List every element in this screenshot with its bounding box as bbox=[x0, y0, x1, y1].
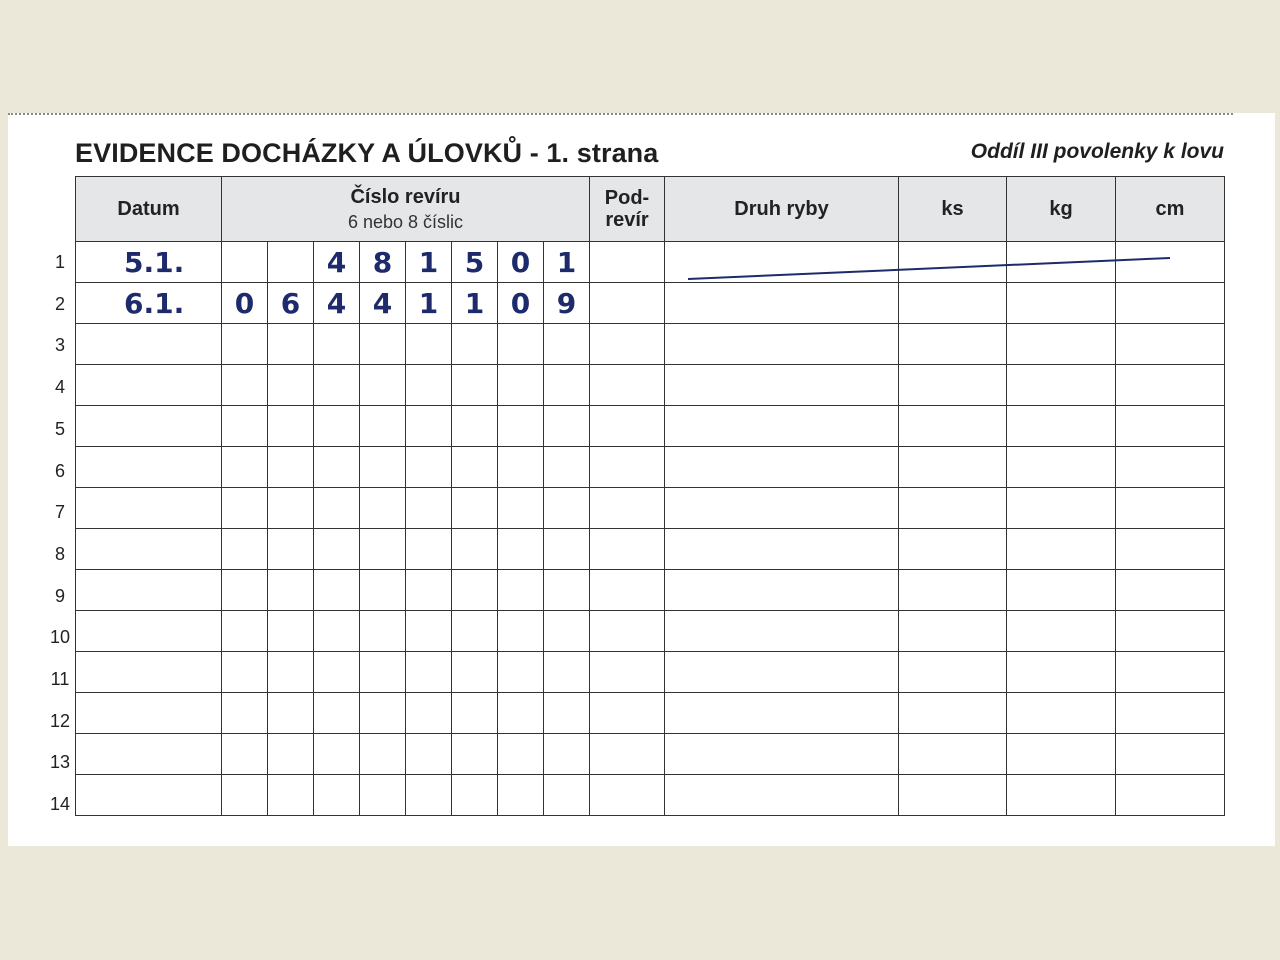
revir-digit-cell[interactable] bbox=[314, 447, 360, 488]
cm-cell[interactable] bbox=[1116, 488, 1225, 529]
revir-digit-cell[interactable] bbox=[544, 652, 590, 693]
table-row bbox=[76, 529, 1225, 570]
revir-digit-cell[interactable]: 0 bbox=[222, 283, 268, 324]
revir-digit-cell[interactable] bbox=[222, 488, 268, 529]
revir-digit-cell[interactable]: 5 bbox=[452, 242, 498, 283]
kg-cell[interactable] bbox=[1007, 570, 1116, 611]
revir-digit-cell[interactable] bbox=[360, 775, 406, 816]
revir-digit-cell[interactable] bbox=[222, 529, 268, 570]
header-druh-ryby: Druh ryby bbox=[665, 177, 899, 242]
header-podrevir-line1: Pod- bbox=[604, 187, 650, 209]
kg-cell[interactable] bbox=[1007, 242, 1116, 283]
revir-digit-cell[interactable] bbox=[498, 611, 544, 652]
table-row bbox=[76, 652, 1225, 693]
revir-digit-cell[interactable]: 4 bbox=[314, 242, 360, 283]
revir-digit-cell[interactable] bbox=[498, 447, 544, 488]
druh-ryby-cell[interactable] bbox=[665, 242, 899, 283]
revir-digit-cell[interactable] bbox=[314, 611, 360, 652]
date-cell[interactable]: 6.1. bbox=[76, 283, 222, 324]
podrevir-cell[interactable] bbox=[590, 283, 665, 324]
date-cell[interactable] bbox=[76, 570, 222, 611]
revir-digit-cell[interactable] bbox=[452, 775, 498, 816]
ks-cell[interactable] bbox=[899, 324, 1007, 365]
revir-digit-cell[interactable] bbox=[406, 570, 452, 611]
druh-ryby-cell[interactable] bbox=[665, 324, 899, 365]
revir-digit-cell[interactable] bbox=[498, 406, 544, 447]
row-number: 14 bbox=[49, 794, 71, 815]
kg-cell[interactable] bbox=[1007, 611, 1116, 652]
revir-digit-cell[interactable] bbox=[360, 529, 406, 570]
revir-digit-cell[interactable] bbox=[268, 529, 314, 570]
revir-digit-cell[interactable] bbox=[222, 447, 268, 488]
revir-digit-cell[interactable] bbox=[314, 324, 360, 365]
revir-digit-cell[interactable] bbox=[314, 365, 360, 406]
revir-digit-cell[interactable] bbox=[314, 693, 360, 734]
revir-digit-cell[interactable] bbox=[222, 324, 268, 365]
table-row bbox=[76, 324, 1225, 365]
revir-digit-cell[interactable] bbox=[360, 734, 406, 775]
revir-digit-cell[interactable] bbox=[544, 775, 590, 816]
revir-digit-cell[interactable] bbox=[222, 365, 268, 406]
row-number: 11 bbox=[50, 669, 70, 689]
row-number: 5 bbox=[54, 418, 65, 439]
revir-digit-cell[interactable] bbox=[268, 734, 314, 775]
cm-cell[interactable] bbox=[1116, 406, 1225, 447]
kg-cell[interactable] bbox=[1007, 324, 1116, 365]
ks-cell[interactable] bbox=[899, 611, 1007, 652]
revir-digit-cell[interactable] bbox=[452, 611, 498, 652]
revir-digit-cell[interactable] bbox=[544, 611, 590, 652]
cm-cell[interactable] bbox=[1116, 570, 1225, 611]
row-number: 13 bbox=[49, 752, 71, 773]
revir-digit-cell[interactable] bbox=[314, 734, 360, 775]
revir-digit-cell[interactable] bbox=[314, 570, 360, 611]
revir-digit-cell[interactable] bbox=[222, 775, 268, 816]
revir-digit-cell[interactable] bbox=[360, 693, 406, 734]
revir-digit-cell[interactable] bbox=[406, 611, 452, 652]
date-cell[interactable] bbox=[76, 611, 222, 652]
podrevir-cell[interactable] bbox=[590, 611, 665, 652]
header-cislo-reviru-note: 6 nebo 8 číslic bbox=[347, 211, 464, 232]
kg-cell[interactable] bbox=[1007, 734, 1116, 775]
revir-digit-cell[interactable] bbox=[268, 693, 314, 734]
podrevir-cell[interactable] bbox=[590, 693, 665, 734]
date-cell[interactable] bbox=[76, 324, 222, 365]
druh-ryby-cell[interactable] bbox=[665, 611, 899, 652]
row-number: 8 bbox=[54, 543, 65, 564]
revir-digit-cell[interactable]: 4 bbox=[360, 283, 406, 324]
date-cell[interactable] bbox=[76, 365, 222, 406]
revir-digit-cell[interactable] bbox=[544, 570, 590, 611]
row-number: 12 bbox=[49, 710, 71, 731]
date-cell[interactable] bbox=[76, 447, 222, 488]
revir-digit-cell[interactable] bbox=[222, 406, 268, 447]
kg-cell[interactable] bbox=[1007, 365, 1116, 406]
revir-digit-cell[interactable] bbox=[498, 652, 544, 693]
revir-digit-cell[interactable] bbox=[498, 734, 544, 775]
revir-digit-cell[interactable] bbox=[406, 529, 452, 570]
revir-digit-cell[interactable] bbox=[360, 365, 406, 406]
revir-digit-cell[interactable] bbox=[360, 406, 406, 447]
row-number: 2 bbox=[54, 293, 65, 314]
table-row bbox=[76, 570, 1225, 611]
revir-digit-cell[interactable] bbox=[222, 242, 268, 283]
podrevir-cell[interactable] bbox=[590, 447, 665, 488]
cm-cell[interactable] bbox=[1116, 693, 1225, 734]
revir-digit-cell[interactable]: 1 bbox=[452, 283, 498, 324]
revir-digit-cell[interactable]: 1 bbox=[406, 283, 452, 324]
date-cell[interactable] bbox=[76, 652, 222, 693]
revir-digit-cell[interactable] bbox=[268, 365, 314, 406]
podrevir-cell[interactable] bbox=[590, 734, 665, 775]
revir-digit-cell[interactable] bbox=[544, 488, 590, 529]
revir-digit-cell[interactable] bbox=[544, 365, 590, 406]
kg-cell[interactable] bbox=[1007, 406, 1116, 447]
ks-cell[interactable] bbox=[899, 734, 1007, 775]
header-cislo-reviru-label: Číslo revíru bbox=[350, 185, 461, 208]
revir-digit-cell[interactable] bbox=[452, 652, 498, 693]
perforation-line bbox=[8, 113, 1233, 115]
cm-cell[interactable] bbox=[1116, 324, 1225, 365]
revir-digit-cell[interactable] bbox=[406, 652, 452, 693]
header-kg: kg bbox=[1007, 177, 1116, 242]
revir-digit-cell[interactable]: 8 bbox=[360, 242, 406, 283]
revir-digit-cell[interactable] bbox=[360, 447, 406, 488]
cm-cell[interactable] bbox=[1116, 365, 1225, 406]
row-number: 3 bbox=[54, 335, 65, 356]
revir-digit-cell[interactable] bbox=[498, 570, 544, 611]
revir-digit-cell[interactable] bbox=[498, 529, 544, 570]
podrevir-cell[interactable] bbox=[590, 488, 665, 529]
revir-digit-cell[interactable] bbox=[268, 488, 314, 529]
druh-ryby-cell[interactable] bbox=[665, 406, 899, 447]
revir-digit-cell[interactable]: 6 bbox=[268, 283, 314, 324]
podrevir-cell[interactable] bbox=[590, 242, 665, 283]
revir-digit-cell[interactable] bbox=[268, 242, 314, 283]
header-datum: Datum bbox=[76, 177, 222, 242]
header-ks: ks bbox=[899, 177, 1007, 242]
podrevir-cell[interactable] bbox=[590, 365, 665, 406]
revir-digit-cell[interactable] bbox=[268, 447, 314, 488]
ks-cell[interactable] bbox=[899, 570, 1007, 611]
podrevir-cell[interactable] bbox=[590, 324, 665, 365]
kg-cell[interactable] bbox=[1007, 283, 1116, 324]
revir-digit-cell[interactable] bbox=[544, 324, 590, 365]
revir-digit-cell[interactable] bbox=[222, 693, 268, 734]
druh-ryby-cell[interactable] bbox=[665, 734, 899, 775]
revir-digit-cell[interactable] bbox=[314, 529, 360, 570]
ks-cell[interactable] bbox=[899, 529, 1007, 570]
ks-cell[interactable] bbox=[899, 242, 1007, 283]
kg-cell[interactable] bbox=[1007, 652, 1116, 693]
date-cell[interactable] bbox=[76, 775, 222, 816]
revir-digit-cell[interactable] bbox=[360, 488, 406, 529]
cm-cell[interactable] bbox=[1116, 734, 1225, 775]
revir-digit-cell[interactable]: 1 bbox=[406, 242, 452, 283]
kg-cell[interactable] bbox=[1007, 488, 1116, 529]
druh-ryby-cell[interactable] bbox=[665, 570, 899, 611]
catch-log-table bbox=[75, 176, 1225, 816]
revir-digit-cell[interactable] bbox=[406, 488, 452, 529]
date-cell[interactable]: 5.1. bbox=[76, 242, 222, 283]
revir-digit-cell[interactable] bbox=[452, 488, 498, 529]
row-number: 1 bbox=[54, 252, 65, 272]
podrevir-cell[interactable] bbox=[590, 570, 665, 611]
revir-digit-cell[interactable] bbox=[314, 652, 360, 693]
cm-cell[interactable] bbox=[1116, 447, 1225, 488]
revir-digit-cell[interactable] bbox=[452, 734, 498, 775]
revir-digit-cell[interactable] bbox=[452, 324, 498, 365]
row-number: 10 bbox=[49, 627, 71, 648]
revir-digit-cell[interactable] bbox=[498, 693, 544, 734]
revir-digit-cell[interactable]: 0 bbox=[498, 242, 544, 283]
revir-digit-cell[interactable] bbox=[360, 611, 406, 652]
header-podrevir-line2: revír bbox=[605, 209, 649, 231]
revir-digit-cell[interactable] bbox=[452, 447, 498, 488]
row-number: 9 bbox=[54, 585, 65, 606]
ks-cell[interactable] bbox=[899, 406, 1007, 447]
kg-cell[interactable] bbox=[1007, 775, 1116, 816]
kg-cell[interactable] bbox=[1007, 529, 1116, 570]
revir-digit-cell[interactable] bbox=[498, 324, 544, 365]
revir-digit-cell[interactable] bbox=[544, 406, 590, 447]
table-row bbox=[76, 242, 1225, 283]
revir-digit-cell[interactable] bbox=[268, 406, 314, 447]
druh-ryby-cell[interactable] bbox=[665, 365, 899, 406]
revir-digit-cell[interactable] bbox=[406, 734, 452, 775]
date-cell[interactable] bbox=[76, 693, 222, 734]
revir-digit-cell[interactable] bbox=[360, 570, 406, 611]
podrevir-cell[interactable] bbox=[590, 529, 665, 570]
revir-digit-cell[interactable] bbox=[268, 775, 314, 816]
header-cm: cm bbox=[1116, 177, 1225, 242]
revir-digit-cell[interactable]: 9 bbox=[544, 283, 590, 324]
revir-digit-cell[interactable] bbox=[222, 570, 268, 611]
table-body bbox=[76, 242, 1225, 816]
date-cell[interactable] bbox=[76, 406, 222, 447]
revir-digit-cell[interactable] bbox=[544, 529, 590, 570]
table-row bbox=[76, 447, 1225, 488]
revir-digit-cell[interactable] bbox=[268, 652, 314, 693]
table-row bbox=[76, 611, 1225, 652]
revir-digit-cell[interactable] bbox=[544, 693, 590, 734]
table-row bbox=[76, 488, 1225, 529]
revir-digit-cell[interactable] bbox=[498, 775, 544, 816]
ks-cell[interactable] bbox=[899, 488, 1007, 529]
row-number: 6 bbox=[54, 460, 65, 481]
revir-digit-cell[interactable] bbox=[452, 570, 498, 611]
revir-digit-cell[interactable] bbox=[452, 693, 498, 734]
cm-cell[interactable] bbox=[1116, 529, 1225, 570]
cm-cell[interactable] bbox=[1116, 242, 1225, 283]
table-row bbox=[76, 406, 1225, 447]
revir-digit-cell[interactable] bbox=[314, 406, 360, 447]
row-number: 7 bbox=[54, 502, 65, 523]
table-row bbox=[76, 693, 1225, 734]
row-number: 4 bbox=[54, 377, 65, 398]
header-row bbox=[76, 177, 1225, 242]
revir-digit-cell[interactable] bbox=[406, 693, 452, 734]
druh-ryby-cell[interactable] bbox=[665, 447, 899, 488]
form-subtitle: Oddíl III povolenky k lovu bbox=[970, 140, 1224, 163]
druh-ryby-cell[interactable] bbox=[665, 488, 899, 529]
cm-cell[interactable] bbox=[1116, 775, 1225, 816]
revir-digit-cell[interactable] bbox=[406, 324, 452, 365]
cm-cell[interactable] bbox=[1116, 283, 1225, 324]
revir-digit-cell[interactable] bbox=[544, 447, 590, 488]
druh-ryby-cell[interactable] bbox=[665, 693, 899, 734]
ks-cell[interactable] bbox=[899, 775, 1007, 816]
header-cislo-reviru bbox=[222, 177, 590, 242]
revir-digit-cell[interactable]: 1 bbox=[544, 242, 590, 283]
ks-cell[interactable] bbox=[899, 447, 1007, 488]
druh-ryby-cell[interactable] bbox=[665, 283, 899, 324]
revir-digit-cell[interactable] bbox=[406, 775, 452, 816]
revir-digit-cell[interactable] bbox=[314, 488, 360, 529]
revir-digit-cell[interactable] bbox=[222, 734, 268, 775]
ks-cell[interactable] bbox=[899, 365, 1007, 406]
revir-digit-cell[interactable] bbox=[544, 734, 590, 775]
revir-digit-cell[interactable] bbox=[268, 324, 314, 365]
date-cell[interactable] bbox=[76, 488, 222, 529]
revir-digit-cell[interactable]: 0 bbox=[498, 283, 544, 324]
ks-cell[interactable] bbox=[899, 283, 1007, 324]
date-cell[interactable] bbox=[76, 529, 222, 570]
cm-cell[interactable] bbox=[1116, 611, 1225, 652]
table-row bbox=[76, 283, 1225, 324]
revir-digit-cell[interactable] bbox=[498, 488, 544, 529]
revir-digit-cell[interactable] bbox=[452, 529, 498, 570]
revir-digit-cell[interactable] bbox=[452, 365, 498, 406]
revir-digit-cell[interactable] bbox=[222, 652, 268, 693]
table-row bbox=[76, 775, 1225, 816]
revir-digit-cell[interactable] bbox=[498, 365, 544, 406]
revir-digit-cell[interactable] bbox=[360, 652, 406, 693]
revir-digit-cell[interactable] bbox=[268, 570, 314, 611]
podrevir-cell[interactable] bbox=[590, 775, 665, 816]
podrevir-cell[interactable] bbox=[590, 652, 665, 693]
ks-cell[interactable] bbox=[899, 693, 1007, 734]
revir-digit-cell[interactable] bbox=[452, 406, 498, 447]
revir-digit-cell[interactable] bbox=[314, 775, 360, 816]
date-cell[interactable] bbox=[76, 734, 222, 775]
druh-ryby-cell[interactable] bbox=[665, 652, 899, 693]
cm-cell[interactable] bbox=[1116, 652, 1225, 693]
revir-digit-cell[interactable] bbox=[406, 365, 452, 406]
revir-digit-cell[interactable] bbox=[268, 611, 314, 652]
header-podrevir bbox=[590, 177, 665, 242]
kg-cell[interactable] bbox=[1007, 693, 1116, 734]
form-sheet bbox=[8, 113, 1275, 846]
table-row bbox=[76, 734, 1225, 775]
druh-ryby-cell[interactable] bbox=[665, 529, 899, 570]
ks-cell[interactable] bbox=[899, 652, 1007, 693]
revir-digit-cell[interactable] bbox=[406, 406, 452, 447]
kg-cell[interactable] bbox=[1007, 447, 1116, 488]
revir-digit-cell[interactable] bbox=[406, 447, 452, 488]
revir-digit-cell[interactable] bbox=[360, 324, 406, 365]
revir-digit-cell[interactable] bbox=[222, 611, 268, 652]
podrevir-cell[interactable] bbox=[590, 406, 665, 447]
druh-ryby-cell[interactable] bbox=[665, 775, 899, 816]
table-row bbox=[76, 365, 1225, 406]
revir-digit-cell[interactable]: 4 bbox=[314, 283, 360, 324]
form-title: EVIDENCE DOCHÁZKY A ÚLOVKŮ - 1. strana bbox=[75, 138, 659, 168]
